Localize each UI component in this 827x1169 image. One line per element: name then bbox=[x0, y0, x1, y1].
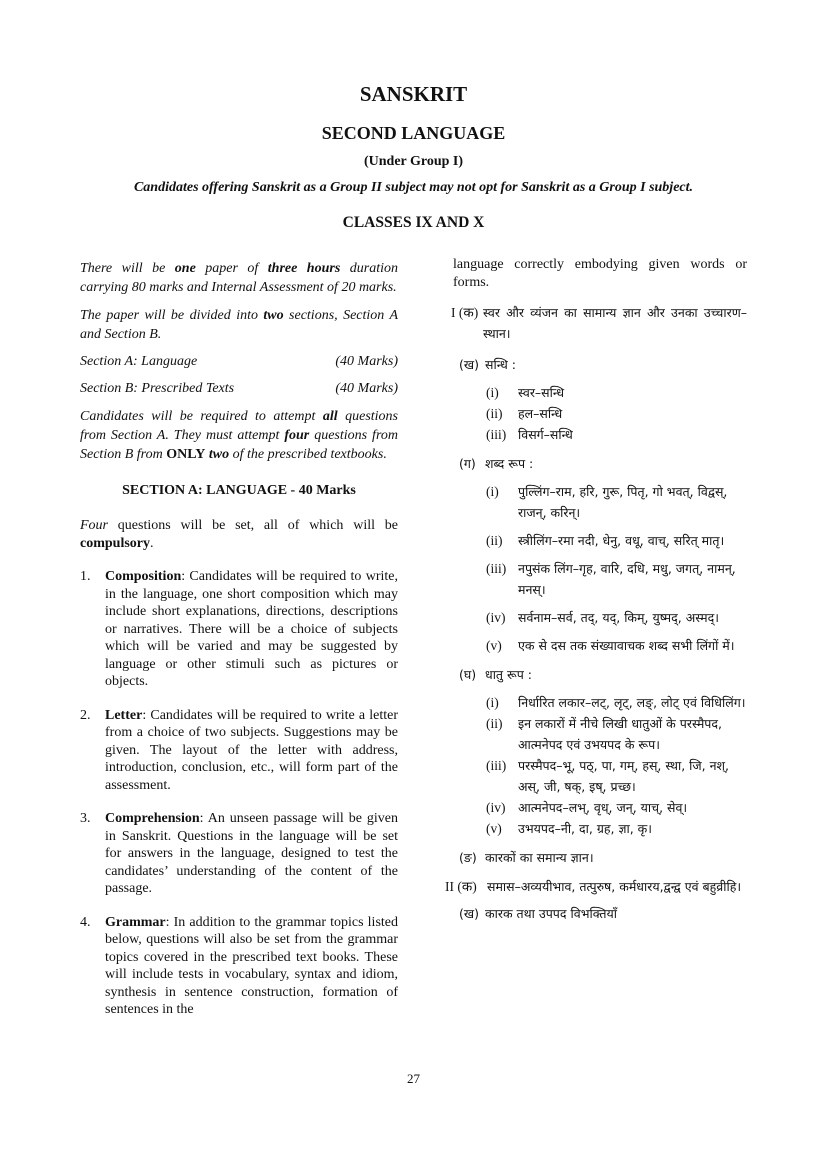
page-number: 27 bbox=[407, 1071, 420, 1086]
list-item: (i) निर्धारित लकार–लट्, लृट्, लङ्, लोट् एवं विधिलिंग। bbox=[486, 695, 746, 710]
sections-info: The paper will be divided into two sections, Section A and Section B. bbox=[80, 308, 398, 342]
list-item: (iii) नपुसंक लिंग–गृह, वारि, दधि, मधु, जगत्, नामन्, मनस्। bbox=[486, 561, 736, 597]
list-item: (iii) परस्मैपद–भू, पठ्, पा, गम्, हस्, स्था, जि, नश्, अस्, जी, षक्, इष्, प्रच्छ। bbox=[486, 758, 730, 794]
topic-vibhakti: (ख) कारक तथा उपपद विभक्तियाँ bbox=[459, 906, 618, 921]
list-item: (v) एक से दस तक संख्यावाचक शब्द सभी लिंगों में। bbox=[486, 638, 735, 653]
attempt-info: Candidates will be required to attempt all questions from Section A. They must attempt four questions from Section B from ONLY two of the prescribed textbooks. bbox=[80, 409, 398, 462]
list-item: (i) स्वर–सन्धि bbox=[486, 385, 565, 400]
list-item: 2. Letter: Candidates will be required to write a letter from a choice of two subjects. Suggestions may be given. The layout of the letter with address, introduction, conclusion, etc., will form part of the assessment. bbox=[80, 707, 398, 793]
list-item: (v) उभयपद–नी, दा, ग्रह, ज्ञा, कृ। bbox=[486, 821, 652, 836]
list-item: (i) पुल्लिंग–राम, हरि, गुरू, पितृ, गो भवत्, विद्वस्, राजन्, करिन्। bbox=[486, 484, 728, 520]
list-item: (ii) स्त्रीलिंग–रमा नदी, धेनु, वधू, वाच्, सरित् मातृ। bbox=[486, 533, 725, 548]
questions-info: Four questions will be set, all of which will be compulsory. bbox=[80, 518, 398, 551]
list-item: (ii) इन लकारों में नीचे लिखी धातुओं के परस्मैपद, आत्मनेपद एवं उभयपद के रूप। bbox=[486, 716, 723, 752]
topic-shabda-roop: (ग) शब्द रूप : bbox=[459, 456, 534, 471]
section-a-label: Section A: Language bbox=[80, 354, 198, 369]
topic-samas: II (क) समास–अव्ययीभाव, तत्पुरुष, कर्मधारय,द्वन्द्व एवं बहुव्रीहि। bbox=[445, 879, 742, 894]
group-note: Candidates offering Sanskrit as a Group II subject may not opt for Sanskrit as a Group I subject. bbox=[133, 180, 694, 195]
topic-sandhi: (ख) सन्धि : bbox=[459, 357, 517, 372]
topic-varna: I (क) स्वर और व्यंजन का सामान्य ज्ञान और उनका उच्चारण–स्थान। bbox=[451, 305, 747, 341]
page-subtitle: SECOND LANGUAGE bbox=[321, 123, 506, 143]
left-column bbox=[80, 259, 398, 1019]
list-item: 1. Composition: Candidates will be required to write, in the language, one short composition which may include short explanations, directions, descriptions or narratives. There will be a choice of subjects which will be varied and may be suggested by language or other stimuli such as pictures or objects. bbox=[80, 569, 398, 689]
section-a-heading: SECTION A: LANGUAGE - 40 Marks bbox=[122, 483, 356, 498]
topic-karak: (ङ) कारकों का समान्य ज्ञान। bbox=[459, 850, 594, 865]
section-a-marks: (40 Marks) bbox=[335, 354, 398, 369]
list-item: (iii) विसर्ग–सन्धि bbox=[486, 427, 573, 442]
section-a-row bbox=[80, 353, 398, 371]
right-column bbox=[445, 256, 747, 924]
grammar-topics bbox=[445, 302, 747, 924]
list-item: (ii) हल–सन्धि bbox=[486, 406, 563, 421]
classes-heading: CLASSES IX AND X bbox=[342, 214, 485, 231]
group-label: (Under Group I) bbox=[363, 154, 464, 169]
grammar-continued: language correctly embodying given words or forms. bbox=[453, 257, 747, 290]
section-b-marks: (40 Marks) bbox=[335, 381, 398, 396]
list-item: (iv) आत्मनेपद–लभ्, वृध्, जन्, याच्, सेव्। bbox=[486, 800, 688, 815]
section-b-row bbox=[80, 380, 398, 398]
topic-dhatu-roop: (घ) धातु रूप : bbox=[459, 667, 533, 682]
section-b-label: Section B: Prescribed Texts bbox=[80, 381, 235, 396]
paper-info: There will be one paper of three hours duration carrying 80 marks and Internal Assessment of 20 marks. bbox=[80, 261, 398, 295]
list-item: 4. Grammar: In addition to the grammar topics listed below, questions will also be set from the grammar topics covered in the prescribed text books. These will include tests in vocabulary, syntax and idiom, synthesis in sentence construction, formation of sentences in the bbox=[80, 914, 398, 1017]
list-item: (iv) सर्वनाम–सर्व, तद्, यद्, किम्, युष्मद्, अस्मद्। bbox=[486, 610, 719, 625]
page-title: SANSKRIT bbox=[359, 82, 468, 106]
list-item: 3. Comprehension: An unseen passage will be given in Sanskrit. Questions in the language will be set for answers in the language, designed to test the candidates’ understanding of the content of the passage. bbox=[80, 811, 398, 896]
